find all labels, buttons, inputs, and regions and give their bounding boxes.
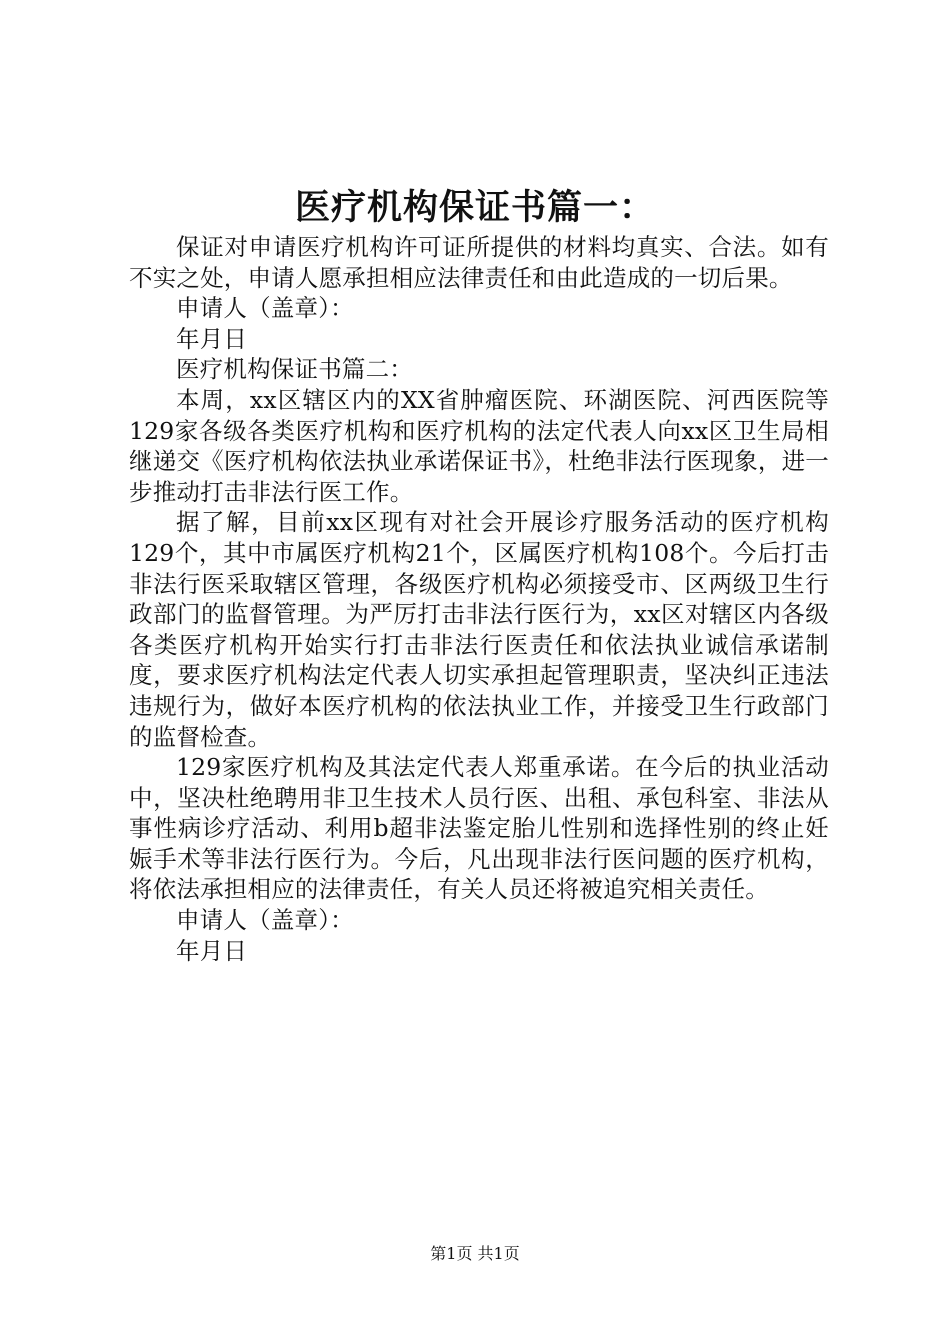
paragraph-this-week: 本周，xx区辖区内的XX省肿瘤医院、环湖医院、河西医院等129家各级各类医疗机构和医疗机构的法定代表人向xx区卫生局相继递交《医疗机构依法执业承诺保证书》，杜绝非法行医现象，进一步推动打击非法行医工作。 bbox=[129, 385, 829, 506]
paragraph-applicant-seal: 申请人（盖章）： bbox=[176, 294, 354, 323]
paragraph-date-2: 年月日 bbox=[176, 936, 248, 965]
page-footer: 第1页 共1页 bbox=[430, 1244, 520, 1263]
document-title: 医疗机构保证书篇一： bbox=[294, 188, 655, 228]
paragraph-applicant-seal-2: 申请人（盖章）： bbox=[176, 906, 354, 935]
paragraph-date: 年月日 bbox=[176, 324, 248, 353]
paragraph-commitment: 129家医疗机构及其法定代表人郑重承诺。在今后的执业活动中，坚决杜绝聘用非卫生技术人员行医、出租、承包科室、非法从事性病诊疗活动、利用b超非法鉴定胎儿性别和选择性别的终止妊娠手术等非法行医行为。今后，凡出现非法行医问题的医疗机构，将依法承担相应的法律责任，有关人员还将被追究相关责任。 bbox=[129, 753, 829, 904]
paragraph-section-two-heading: 医疗机构保证书篇二： bbox=[176, 355, 413, 384]
paragraph-guarantee-statement: 保证对申请医疗机构许可证所提供的材料均真实、合法。如有不实之处，申请人愿承担相应法律责任和由此造成的一切后果。 bbox=[129, 233, 829, 292]
paragraph-understanding: 据了解，目前xx区现有对社会开展诊疗服务活动的医疗机构129个，其中市属医疗机构21个，区属医疗机构108个。今后打击非法行医采取辖区管理，各级医疗机构必须接受市、区两级卫生行政部门的监督管理。为严厉打击非法行医行为，xx区对辖区内各级各类医疗机构开始实行打击非法行医责任和依法执业诚信承诺制度，要求医疗机构法定代表人切实承担起管理职责，坚决纠正违法违规行为，做好本医疗机构的依法执业工作，并接受卫生行政部门的监督检查。 bbox=[129, 508, 829, 751]
document-body bbox=[129, 232, 829, 966]
